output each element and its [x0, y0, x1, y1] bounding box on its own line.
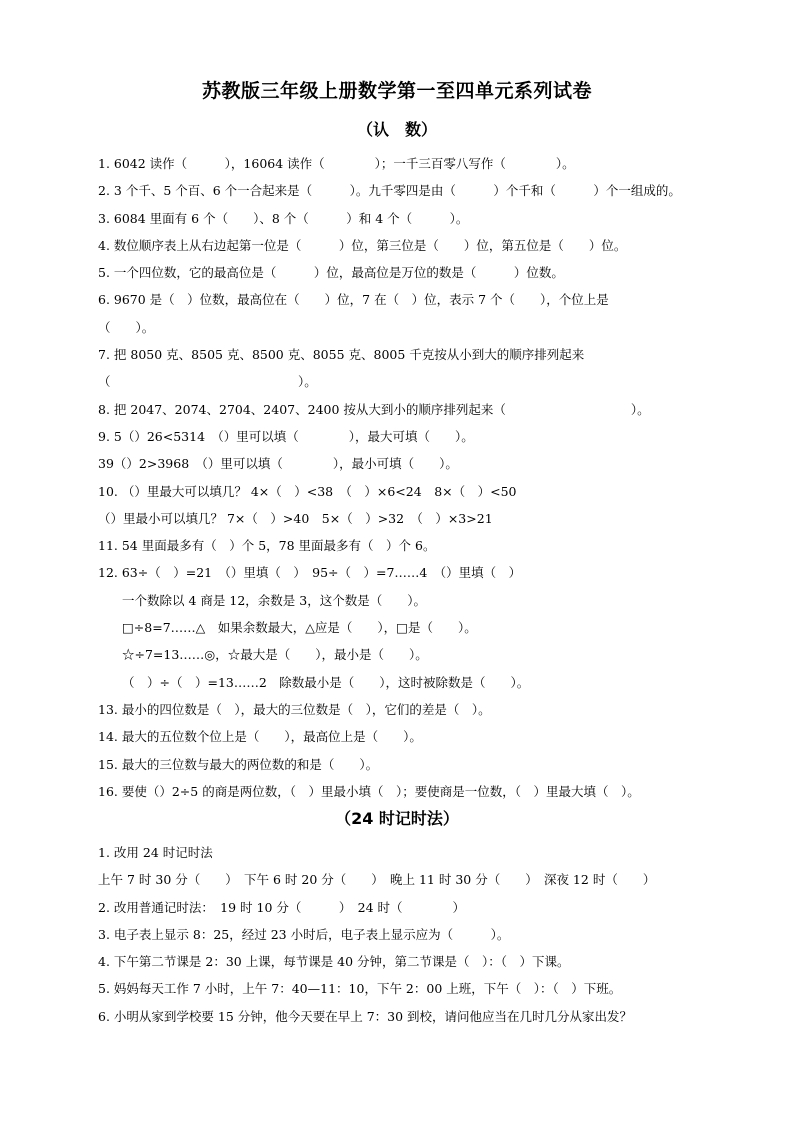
question-line: 13. 最小的四位数是（ ），最大的三位数是（ ），它们的差是（ ）。 — [98, 701, 491, 717]
question-line: 6. 小明从家到学校要 15 分钟，他今天要在早上 7：30 到校，请问他应当在几时几分从家出发？ — [98, 1008, 633, 1024]
question-line: 12. 63÷（ ）=21 （）里填（ ） 95÷（ ）=7……4 （）里填（ ） — [98, 565, 522, 581]
question-line: 5. 一个四位数，它的最高位是（ ）位，最高位是万位的数是（ ）位数。 — [98, 265, 564, 281]
question-line: 3. 电子表上显示 8：25，经过 23 小时后，电子表上显示应为（ ）。 — [98, 926, 510, 942]
question-line: 9. 5（）26<5314 （）里可以填（ ），最大可填（ ）。 — [98, 428, 474, 444]
question-line: 1. 6042 读作（ ），16064 读作（ ）；一千三百零八写作（ ）。 — [98, 156, 575, 171]
question-line: 一个数除以 4 商是 12，余数是 3，这个数是（ ）。 — [122, 592, 426, 608]
page-title: 苏教版三年级上册数学第一至四单元系列试卷 — [201, 80, 592, 102]
question-line: （ ）。 — [98, 319, 155, 335]
question-line: 15. 最大的三位数与最大的两位数的和是（ ）。 — [98, 756, 379, 772]
question-line: （ ）。 — [98, 374, 317, 390]
question-line: 上午 7 时 30 分（ ） 下午 6 时 20 分（ ） 晚上 11 时 30 分（ ） 深夜 12 时（ ） — [98, 872, 656, 888]
question-line: 16. 要使（）2÷5 的商是两位数，（ ）里最小填（ ）；要使商是一位数，（ ）里最大填（ ）。 — [98, 783, 640, 799]
question-line: 8. 把 2047、2074、2704、2407、2400 按从大到小的顺序排列起来（ ）。 — [98, 401, 650, 417]
question-line: 39（）2>3968 （）里可以填（ ），最小可填（ ）。 — [98, 456, 458, 472]
section-24-hour-time-questions — [98, 839, 718, 1030]
section-counting-questions — [98, 150, 718, 805]
question-line: 7. 把 8050 克、8505 克、8500 克、8055 克、8005 千克按从小到大的顺序排列起来 — [98, 347, 585, 363]
section-heading-24-hour-time: （24 时记时法） — [335, 809, 459, 828]
question-line: 2. 3 个千、5 个百、6 个一合起来是（ ）。九千零四是由（ ）个千和（ ）个一组成的。 — [98, 183, 681, 199]
question-line: 2. 改用普通记时法： 19 时 10 分（ ） 24 时（ ） — [98, 899, 466, 915]
section-heading-counting: （认 数） — [356, 120, 437, 139]
question-line: □÷8=7……△ 如果余数最大，△应是（ ），□是（ ）。 — [122, 620, 477, 636]
question-line: 4. 下午第二节课是 2：30 上课，每节课是 40 分钟，第二节课是（ ）：（ ）下课。 — [98, 954, 570, 970]
question-line: 3. 6084 里面有 6 个（ ）、8 个（ ）和 4 个（ ）。 — [98, 210, 469, 226]
question-line: 14. 最大的五位数个位上是（ ），最高位上是（ ）。 — [98, 729, 422, 745]
question-line: 1. 改用 24 时记时法 — [98, 845, 213, 860]
question-line: 6. 9670 是（ ）位数，最高位在（ ）位，7 在（ ）位，表示 7 个（ ），个位上是 — [98, 292, 609, 308]
question-line: （ ）÷（ ）=13……2 除数最小是（ ），这时被除数是（ ）。 — [122, 674, 530, 690]
question-line: ☆÷7=13……◎，☆最大是（ ），最小是（ ）。 — [122, 647, 428, 663]
question-line: 4. 数位顺序表上从右边起第一位是（ ）位，第三位是（ ）位，第五位是（ ）位。 — [98, 237, 627, 253]
question-line: 11. 54 里面最多有（ ）个 5，78 里面最多有（ ）个 6。 — [98, 538, 436, 554]
question-line: （）里最小可以填几？ 7×（ ）>40 5×（ ）>32 （ ）×3>21 — [98, 510, 493, 526]
question-line: 5. 妈妈每天工作 7 小时，上午 7：40—11：10，下午 2：00 上班，下午（ ）：（ ）下班。 — [98, 981, 622, 997]
question-line: 10. （）里最大可以填几？ 4×（ ）<38 （ ）×6<24 8×（ ）<50 — [98, 483, 517, 499]
